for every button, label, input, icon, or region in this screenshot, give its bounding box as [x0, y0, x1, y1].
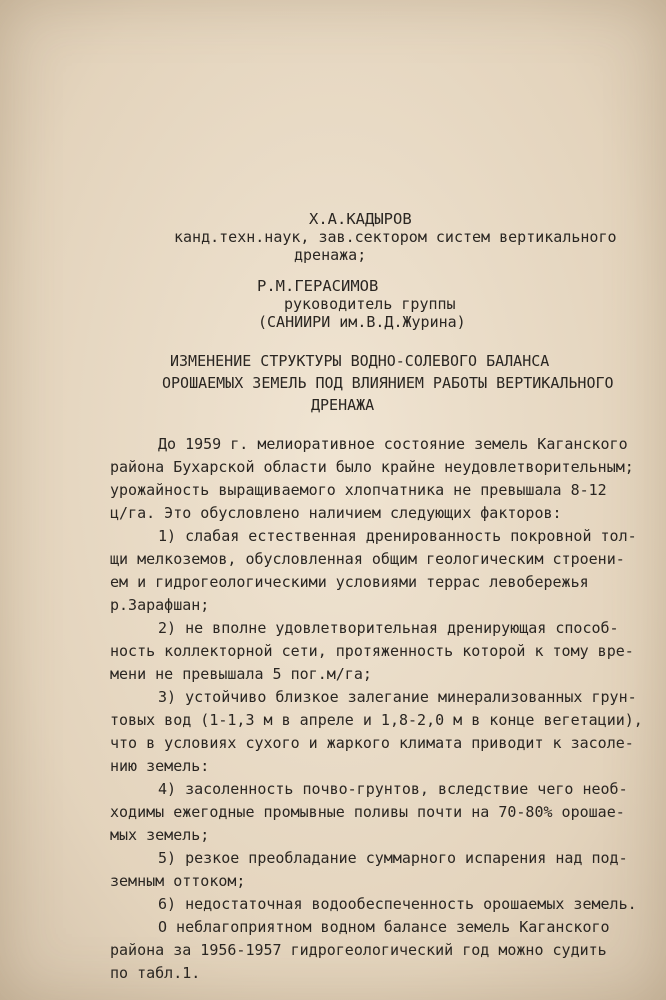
body-line: О неблагоприятном водном балансе земель Каганского	[158, 918, 610, 936]
body-line: по табл.1.	[110, 964, 201, 982]
body-line: 4) засоленность почво-грунтов, вследствие чего необ-	[158, 780, 628, 798]
title-line: ОРОШАЕМЫХ ЗЕМЕЛЬ ПОД ВЛИЯНИЕМ РАБОТЫ ВЕРТИКАЛЬНОГО	[162, 374, 614, 392]
body-line: что в условиях сухого и жаркого климата приводит к засоле-	[110, 734, 634, 752]
author-name: Р.М.ГЕРАСИМОВ	[257, 277, 379, 295]
body-line: щи мелкоземов, обусловленная общим геологическим строени-	[110, 550, 625, 568]
body-line: 1) слабая естественная дренированность покровной тол-	[158, 527, 637, 545]
body-line: ность коллекторной сети, протяженность которой к тому вре-	[110, 642, 634, 660]
title-line: ИЗМЕНЕНИЕ СТРУКТУРЫ ВОДНО-СОЛЕВОГО БАЛАНСА	[170, 352, 550, 370]
author-affiliation: (САНИИРИ им.В.Д.Журина)	[258, 313, 466, 331]
body-line: урожайность выращиваемого хлопчатника не превышала 8-12	[110, 481, 607, 499]
title-line: ДРЕНАЖА	[311, 396, 375, 414]
body-line: нию земель:	[110, 757, 210, 775]
body-line: ц/га. Это обусловлено наличием следующих факторов:	[110, 504, 562, 522]
author-name: Х.А.КАДЫРОВ	[309, 210, 412, 228]
author-position-line: руководитель группы	[284, 295, 456, 313]
body-line: района за 1956-1957 гидрогеологический год можно судить	[110, 941, 607, 959]
body-line: мени не превышала 5 пог.м/га;	[110, 665, 372, 683]
body-line: 3) устойчиво близкое залегание минерализованных грун-	[158, 688, 637, 706]
body-line: 6) недостаточная водообеспеченность орошаемых земель.	[158, 895, 637, 913]
body-line: ходимы ежегодные промывные поливы почти на 70-80% орошае-	[110, 803, 625, 821]
body-line: До 1959 г. мелиоративное состояние земель Каганского	[158, 435, 628, 453]
author-position-line: канд.техн.наук, зав.сектором систем вертикального	[174, 228, 617, 246]
body-line: мых земель;	[110, 826, 210, 844]
body-line: ем и гидрогеологическими условиями террас левобережья	[110, 573, 589, 591]
body-line: 5) резкое преобладание суммарного испарения над под-	[158, 849, 628, 867]
body-line: р.Зарафшан;	[110, 596, 210, 614]
author-position-line: дренажа;	[294, 246, 367, 264]
body-line: района Бухарской области было крайне неудовлетворительным;	[110, 458, 634, 476]
body-line: 2) не вполне удовлетворительная дренирующая способ-	[158, 619, 619, 637]
body-line: земным оттоком;	[110, 872, 246, 890]
body-line: товых вод (1-1,3 м в апреле и 1,8-2,0 м в конце вегетации),	[110, 711, 643, 729]
